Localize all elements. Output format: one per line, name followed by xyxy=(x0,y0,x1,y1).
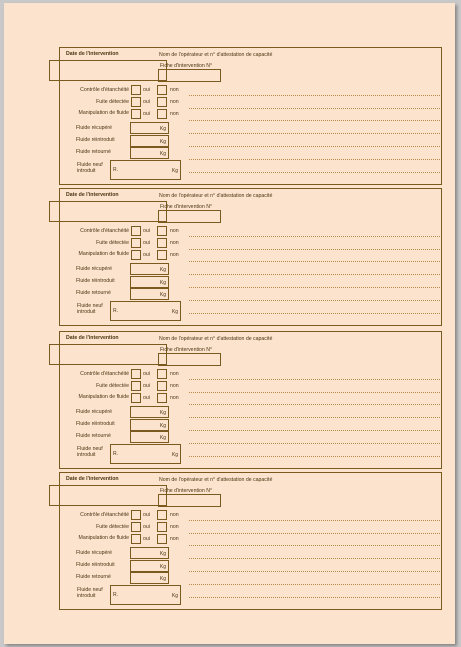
unit-label: Kg xyxy=(171,452,178,458)
manipulation-label: Manipulation de fluide xyxy=(78,110,129,116)
writing-line[interactable] xyxy=(189,313,440,314)
fiche-number-field[interactable] xyxy=(158,353,221,366)
writing-line[interactable] xyxy=(189,146,440,147)
writing-line[interactable] xyxy=(189,597,440,598)
writing-line[interactable] xyxy=(189,404,440,405)
fuite-oui-checkbox[interactable] xyxy=(131,381,141,391)
neuf-label: Fluide neuf xyxy=(77,587,103,593)
unit-label: Kg xyxy=(171,593,178,599)
non-label: non xyxy=(170,536,179,542)
retourne-label: Fluide retourné xyxy=(76,149,111,155)
intervention-card xyxy=(59,47,442,185)
manipulation-oui-checkbox[interactable] xyxy=(131,393,141,403)
retourne-field[interactable] xyxy=(130,288,169,300)
etancheite-label: Contrôle d'étanchéité xyxy=(80,87,129,93)
non-label: non xyxy=(170,383,179,389)
recupere-field[interactable] xyxy=(130,547,169,559)
operator-label: Nom de l'opérateur et n° d'attestation de capacité xyxy=(159,477,273,483)
oui-label: oui xyxy=(143,99,150,105)
reintroduit-field[interactable] xyxy=(130,560,169,572)
writing-line[interactable] xyxy=(189,392,440,393)
date-label: Date de l'intervention xyxy=(66,51,119,57)
oui-label: oui xyxy=(143,383,150,389)
unit-label: Kg xyxy=(159,151,166,157)
manipulation-non-checkbox[interactable] xyxy=(157,534,167,544)
writing-line[interactable] xyxy=(189,249,440,250)
manipulation-non-checkbox[interactable] xyxy=(157,393,167,403)
fiche-number-field[interactable] xyxy=(158,210,221,223)
writing-line[interactable] xyxy=(189,456,440,457)
etancheite-label: Contrôle d'étanchéité xyxy=(80,228,129,234)
manipulation-non-checkbox[interactable] xyxy=(157,250,167,260)
unit-label: Kg xyxy=(159,435,166,441)
manipulation-label: Manipulation de fluide xyxy=(78,535,129,541)
etancheite-non-checkbox[interactable] xyxy=(157,369,167,379)
non-label: non xyxy=(170,87,179,93)
fuite-label: Fuite détectée xyxy=(96,383,129,389)
oui-label: oui xyxy=(143,536,150,542)
reintroduit-field[interactable] xyxy=(130,419,169,431)
writing-line[interactable] xyxy=(189,443,440,444)
recupere-field[interactable] xyxy=(130,263,169,275)
r-prefix: R. xyxy=(113,451,118,457)
writing-line[interactable] xyxy=(189,274,440,275)
etancheite-label: Contrôle d'étanchéité xyxy=(80,512,129,518)
etancheite-oui-checkbox[interactable] xyxy=(131,226,141,236)
writing-line[interactable] xyxy=(189,520,440,521)
manipulation-oui-checkbox[interactable] xyxy=(131,534,141,544)
reintroduit-label: Fluide réintroduit xyxy=(76,421,115,427)
neuf-label-line2: introduit xyxy=(77,309,96,315)
r-prefix: R. xyxy=(113,308,118,314)
operator-label: Nom de l'opérateur et n° d'attestation de capacité xyxy=(159,336,273,342)
non-label: non xyxy=(170,371,179,377)
fiche-label: Fiche d'intervention N° xyxy=(160,63,213,69)
neuf-field[interactable] xyxy=(110,585,181,605)
non-label: non xyxy=(170,252,179,258)
neuf-label: Fluide neuf xyxy=(77,303,103,309)
oui-label: oui xyxy=(143,240,150,246)
fuite-oui-checkbox[interactable] xyxy=(131,522,141,532)
writing-line[interactable] xyxy=(189,108,440,109)
oui-label: oui xyxy=(143,512,150,518)
retourne-field[interactable] xyxy=(130,572,169,584)
intervention-card xyxy=(59,472,442,610)
operator-label: Nom de l'opérateur et n° d'attestation de capacité xyxy=(159,193,273,199)
writing-line[interactable] xyxy=(189,172,440,173)
unit-label: Kg xyxy=(159,576,166,582)
fiche-number-field[interactable] xyxy=(158,69,221,82)
fuite-oui-checkbox[interactable] xyxy=(131,97,141,107)
neuf-field[interactable] xyxy=(110,301,181,321)
unit-label: Kg xyxy=(159,126,166,132)
writing-line[interactable] xyxy=(189,133,440,134)
unit-label: Kg xyxy=(159,267,166,273)
neuf-field[interactable] xyxy=(110,444,181,464)
unit-label: Kg xyxy=(171,309,178,315)
neuf-label-line2: introduit xyxy=(77,168,96,174)
unit-label: Kg xyxy=(159,410,166,416)
neuf-label: Fluide neuf xyxy=(77,446,103,452)
date-field[interactable] xyxy=(49,485,167,506)
writing-line[interactable] xyxy=(189,533,440,534)
unit-label: Kg xyxy=(171,168,178,174)
neuf-label: Fluide neuf xyxy=(77,162,103,168)
recupere-label: Fluide récupéré xyxy=(76,409,113,415)
date-field[interactable] xyxy=(49,201,167,222)
writing-line[interactable] xyxy=(189,558,440,559)
recupere-label: Fluide récupéré xyxy=(76,266,113,272)
fuite-non-checkbox[interactable] xyxy=(157,97,167,107)
oui-label: oui xyxy=(143,228,150,234)
writing-line[interactable] xyxy=(189,430,440,431)
fiche-label: Fiche d'intervention N° xyxy=(160,347,213,353)
recupere-label: Fluide récupéré xyxy=(76,125,113,131)
non-label: non xyxy=(170,99,179,105)
recupere-field[interactable] xyxy=(130,122,169,134)
operator-label: Nom de l'opérateur et n° d'attestation de capacité xyxy=(159,52,273,58)
fuite-non-checkbox[interactable] xyxy=(157,238,167,248)
reintroduit-field[interactable] xyxy=(130,276,169,288)
etancheite-oui-checkbox[interactable] xyxy=(131,85,141,95)
retourne-label: Fluide retourné xyxy=(76,433,111,439)
etancheite-non-checkbox[interactable] xyxy=(157,226,167,236)
writing-line[interactable] xyxy=(189,417,440,418)
writing-line[interactable] xyxy=(189,159,440,160)
fiche-label: Fiche d'intervention N° xyxy=(160,488,213,494)
unit-label: Kg xyxy=(159,423,166,429)
writing-line[interactable] xyxy=(189,571,440,572)
non-label: non xyxy=(170,228,179,234)
writing-line[interactable] xyxy=(189,584,440,585)
oui-label: oui xyxy=(143,87,150,93)
fuite-label: Fuite détectée xyxy=(96,240,129,246)
unit-label: Kg xyxy=(159,280,166,286)
manipulation-oui-checkbox[interactable] xyxy=(131,109,141,119)
neuf-field[interactable] xyxy=(110,160,181,180)
writing-line[interactable] xyxy=(189,95,440,96)
date-label: Date de l'intervention xyxy=(66,335,119,341)
recupere-label: Fluide récupéré xyxy=(76,550,113,556)
oui-label: oui xyxy=(143,524,150,530)
manipulation-label: Manipulation de fluide xyxy=(78,394,129,400)
recupere-field[interactable] xyxy=(130,406,169,418)
writing-line[interactable] xyxy=(189,287,440,288)
etancheite-non-checkbox[interactable] xyxy=(157,510,167,520)
fiche-label: Fiche d'intervention N° xyxy=(160,204,213,210)
reintroduit-label: Fluide réintroduit xyxy=(76,562,115,568)
unit-label: Kg xyxy=(159,564,166,570)
writing-line[interactable] xyxy=(189,261,440,262)
fuite-non-checkbox[interactable] xyxy=(157,522,167,532)
fuite-label: Fuite détectée xyxy=(96,99,129,105)
oui-label: oui xyxy=(143,371,150,377)
oui-label: oui xyxy=(143,395,150,401)
non-label: non xyxy=(170,512,179,518)
r-prefix: R. xyxy=(113,592,118,598)
non-label: non xyxy=(170,240,179,246)
etancheite-label: Contrôle d'étanchéité xyxy=(80,371,129,377)
manipulation-oui-checkbox[interactable] xyxy=(131,250,141,260)
writing-line[interactable] xyxy=(189,120,440,121)
r-prefix: R. xyxy=(113,167,118,173)
non-label: non xyxy=(170,524,179,530)
oui-label: oui xyxy=(143,111,150,117)
writing-line[interactable] xyxy=(189,545,440,546)
retourne-label: Fluide retourné xyxy=(76,574,111,580)
etancheite-non-checkbox[interactable] xyxy=(157,85,167,95)
neuf-label-line2: introduit xyxy=(77,593,96,599)
fuite-label: Fuite détectée xyxy=(96,524,129,530)
writing-line[interactable] xyxy=(189,379,440,380)
unit-label: Kg xyxy=(159,551,166,557)
retourne-label: Fluide retourné xyxy=(76,290,111,296)
non-label: non xyxy=(170,111,179,117)
neuf-label-line2: introduit xyxy=(77,452,96,458)
date-field[interactable] xyxy=(49,344,167,365)
retourne-field[interactable] xyxy=(130,147,169,159)
writing-line[interactable] xyxy=(189,236,440,237)
intervention-card xyxy=(59,331,442,469)
non-label: non xyxy=(170,395,179,401)
etancheite-oui-checkbox[interactable] xyxy=(131,510,141,520)
reintroduit-field[interactable] xyxy=(130,135,169,147)
fuite-oui-checkbox[interactable] xyxy=(131,238,141,248)
unit-label: Kg xyxy=(159,139,166,145)
writing-line[interactable] xyxy=(189,300,440,301)
unit-label: Kg xyxy=(159,292,166,298)
manipulation-non-checkbox[interactable] xyxy=(157,109,167,119)
form-page xyxy=(4,3,455,644)
fuite-non-checkbox[interactable] xyxy=(157,381,167,391)
retourne-field[interactable] xyxy=(130,431,169,443)
date-label: Date de l'intervention xyxy=(66,476,119,482)
reintroduit-label: Fluide réintroduit xyxy=(76,278,115,284)
intervention-card xyxy=(59,188,442,326)
oui-label: oui xyxy=(143,252,150,258)
fiche-number-field[interactable] xyxy=(158,494,221,507)
manipulation-label: Manipulation de fluide xyxy=(78,251,129,257)
reintroduit-label: Fluide réintroduit xyxy=(76,137,115,143)
etancheite-oui-checkbox[interactable] xyxy=(131,369,141,379)
date-field[interactable] xyxy=(49,60,167,81)
date-label: Date de l'intervention xyxy=(66,192,119,198)
